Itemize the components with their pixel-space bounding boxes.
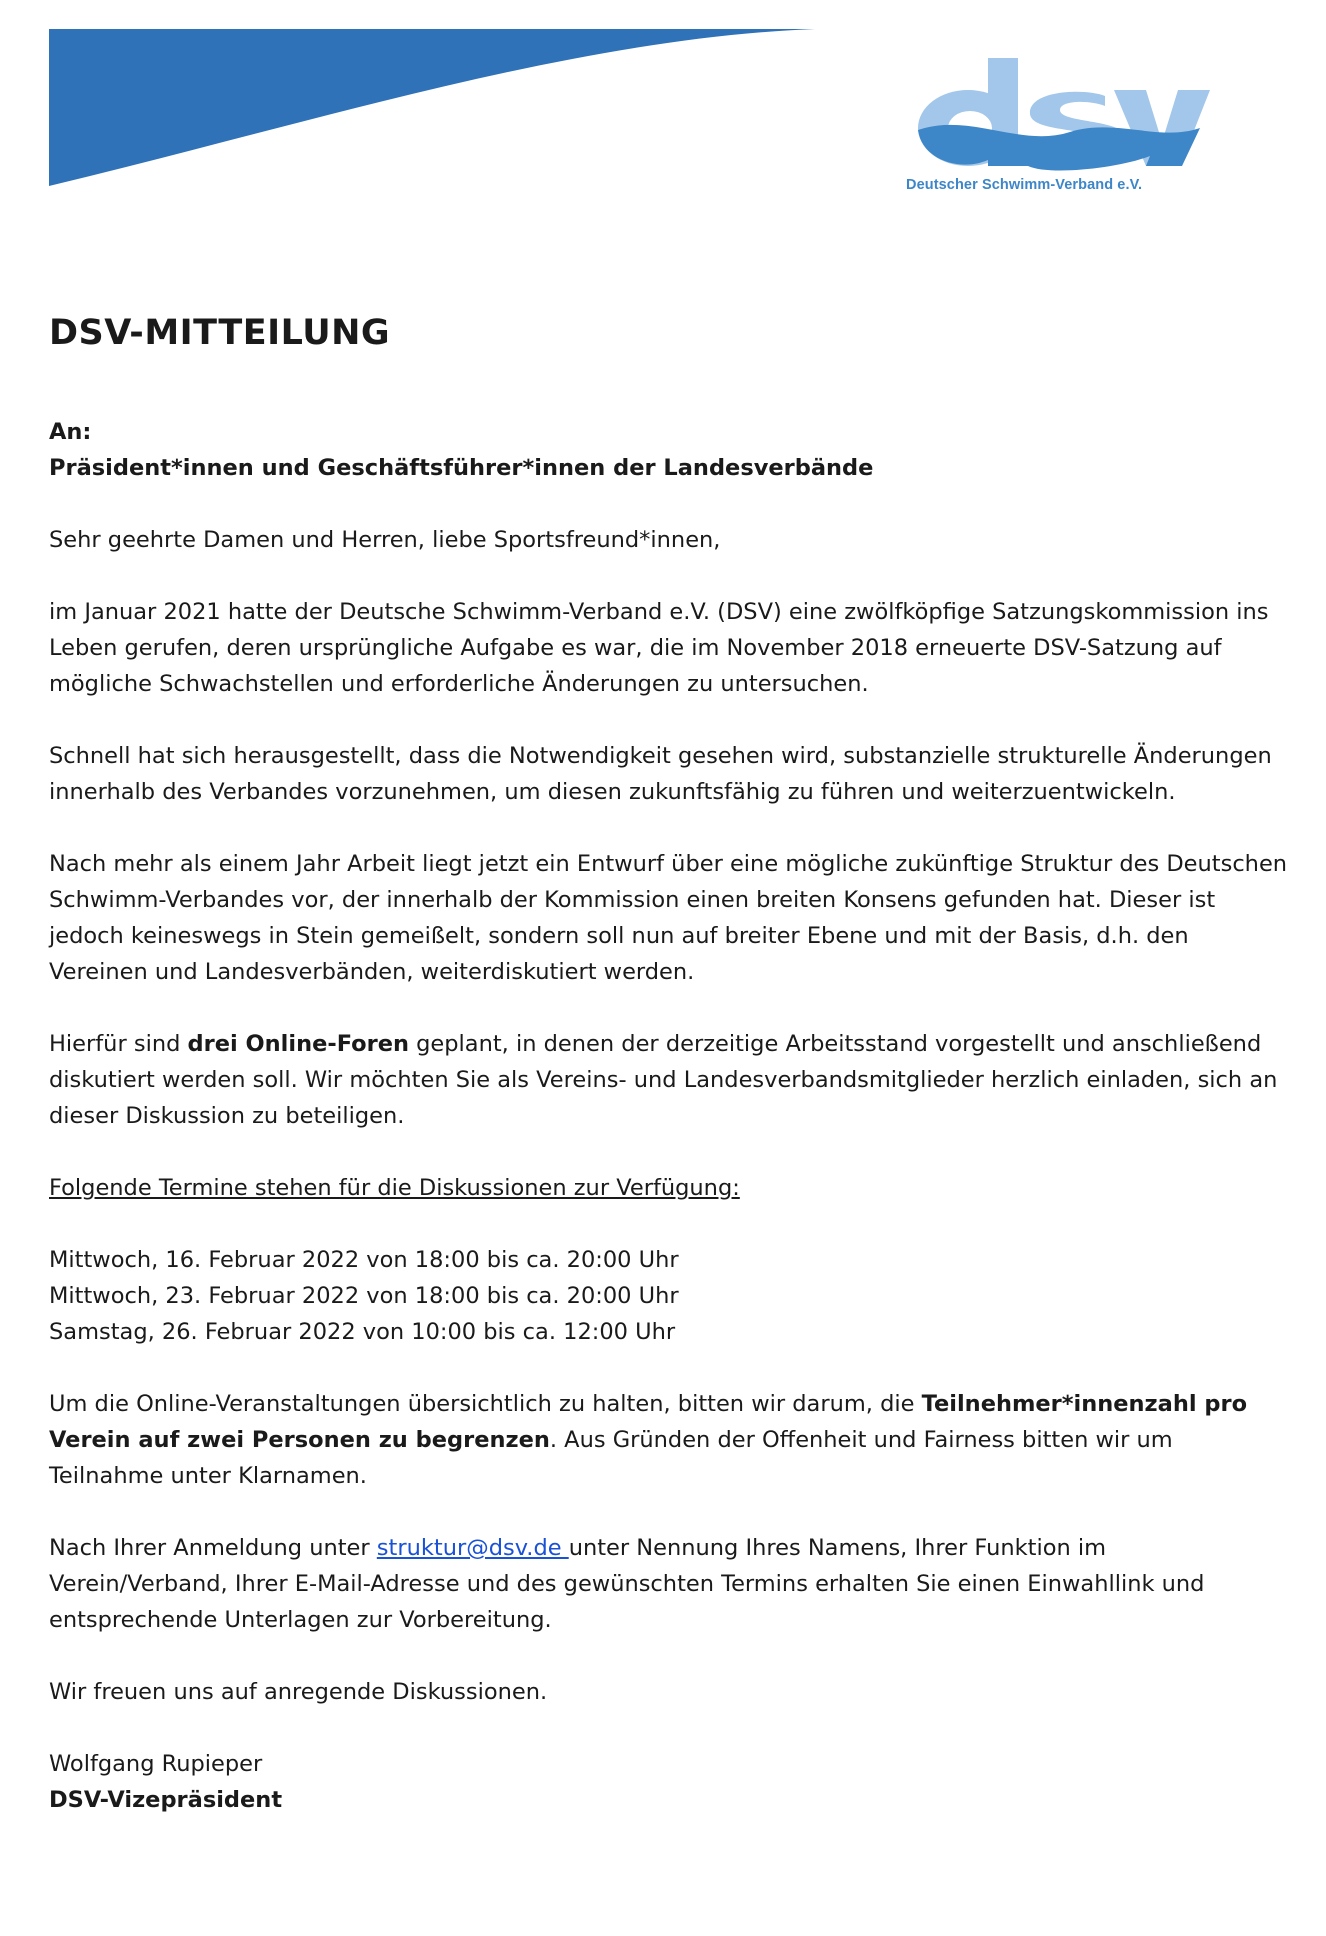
participants-highlight: Teilnehmer*innenzahl pro Verein auf zwei Personen zu begrenzen <box>49 1391 1248 1453</box>
recipient-label: An: <box>49 419 92 445</box>
date-item: Samstag, 26. Februar 2022 von 10:00 bis ca. 12:00 Uhr <box>49 1319 676 1345</box>
closing-line: Wir freuen uns auf anregende Diskussionen. <box>49 1679 548 1705</box>
forums-text-before: Hierfür sind <box>49 1031 188 1057</box>
paragraph-forums <box>49 1026 1289 1134</box>
dsv-logo-icon <box>900 56 1210 196</box>
signature-role: DSV-Vizepräsident <box>49 1787 283 1813</box>
letter-body <box>49 300 1289 1854</box>
header-wave-graphic <box>49 29 815 189</box>
forums-text-after: geplant, in denen der derzeitige Arbeitsstand vorgestellt und anschließend diskutiert werden soll. Wir möchten Sie als Vereins- und Landesverbandsmitglieder herzlich einladen, sich an dieser Diskussion zu beteiligen. <box>49 1031 1278 1129</box>
greeting: Sehr geehrte Damen und Herren, liebe Sportsfreund*innen, <box>49 527 721 553</box>
paragraph-participants <box>49 1386 1289 1494</box>
registration-text-after: unter Nennung Ihres Namens, Ihrer Funktion im Verein/Verband, Ihrer E-Mail-Adresse und des gewünschten Termins erhalten Sie einen Einwahllink und entsprechende Unterlagen zur Vorbereitung. <box>49 1535 1205 1633</box>
recipient-block <box>49 414 1289 486</box>
signature-block <box>49 1746 1289 1818</box>
logo-tagline: Deutscher Schwimm-Verband e.V. <box>906 177 1143 193</box>
signature-name: Wolfgang Rupieper <box>49 1751 263 1777</box>
paragraph-intro: im Januar 2021 hatte der Deutsche Schwimm-Verband e.V. (DSV) eine zwölfköpfige Satzungskommission ins Leben gerufen, deren ursprüngliche Aufgabe es war, die im November 2018 erneuerte DSV-Satzung auf mögliche Schwachstellen und erforderliche Änderungen zu untersuchen. <box>49 599 1269 697</box>
participants-text-after: . Aus Gründen der Offenheit und Fairness bitten wir um Teilnahme unter Klarnamen. <box>49 1427 1173 1489</box>
paragraph-structure: Schnell hat sich herausgestellt, dass die Notwendigkeit gesehen wird, substanzielle strukturelle Änderungen innerhalb des Verbandes vorzunehmen, um diesen zukunftsfähig zu führen und weiterzuentwickeln. <box>49 743 1272 805</box>
date-item: Mittwoch, 16. Februar 2022 von 18:00 bis ca. 20:00 Uhr <box>49 1247 679 1273</box>
email-link[interactable]: struktur@dsv.de <box>376 1535 569 1561</box>
dates-list <box>49 1242 1289 1350</box>
forums-highlight: drei Online-Foren <box>187 1031 409 1057</box>
letter-header <box>0 0 1326 240</box>
date-item: Mittwoch, 23. Februar 2022 von 18:00 bis ca. 20:00 Uhr <box>49 1283 679 1309</box>
paragraph-registration <box>49 1530 1289 1638</box>
recipient-name: Präsident*innen und Geschäftsführer*innen der Landesverbände <box>49 455 874 481</box>
registration-text-before: Nach Ihrer Anmeldung unter <box>49 1535 377 1561</box>
page-title: DSV-MITTEILUNG <box>49 313 391 353</box>
participants-text-before: Um die Online-Veranstaltungen übersichtlich zu halten, bitten wir darum, die <box>49 1391 922 1417</box>
paragraph-draft: Nach mehr als einem Jahr Arbeit liegt jetzt ein Entwurf über eine mögliche zukünftige Struktur des Deutschen Schwimm-Verbandes vor, der innerhalb der Kommission einen breiten Konsens gefunden hat. Dieser ist jedoch keineswegs in Stein gemeißelt, sondern soll nun auf breiter Ebene und mit der Basis, d.h. den Vereinen und Landesverbänden, weiterdiskutiert werden. <box>49 851 1288 985</box>
dates-heading: Folgende Termine stehen für die Diskussionen zur Verfügung: <box>49 1175 740 1201</box>
